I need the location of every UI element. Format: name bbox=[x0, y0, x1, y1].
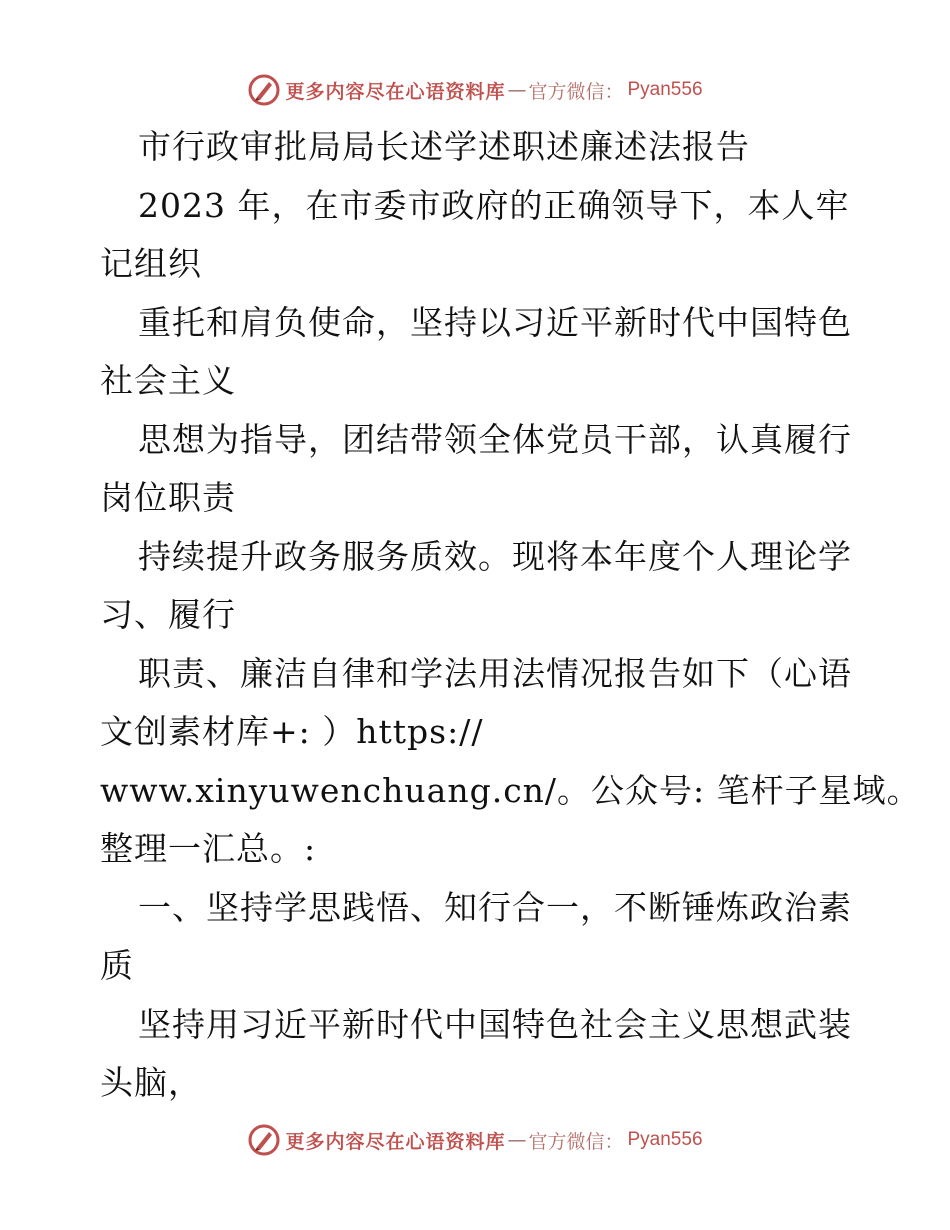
banner-contact-label: 官方微信： bbox=[528, 80, 624, 103]
text-line: 重托和肩负使命，坚持以习近平新时代中国特色 bbox=[138, 302, 852, 342]
banner-wechat-id: Pyan556 bbox=[627, 1129, 703, 1150]
header-watermark-banner bbox=[0, 70, 950, 110]
text-line: 整理一汇总。: bbox=[100, 829, 317, 868]
text-line: www.xinyuwenchuang.cn/。公众号: 笔杆子星域。 bbox=[100, 770, 921, 810]
banner-contact-label: 官方微信： bbox=[528, 1130, 624, 1153]
banner-wechat-id: Pyan556 bbox=[627, 79, 703, 100]
banner-separator: — bbox=[507, 1129, 527, 1151]
text-line: 一、坚持学思践悟、知行合一，不断锤炼政治素 bbox=[138, 887, 852, 927]
pen-logo-icon bbox=[247, 1123, 281, 1157]
document-title: 市行政审批局局长述学述职述廉述法报告 bbox=[138, 127, 750, 166]
footer-watermark-banner bbox=[0, 1120, 950, 1160]
text-line: 头脑， bbox=[100, 1063, 202, 1102]
text-line: 持续提升政务服务质效。现将本年度个人理论学 bbox=[138, 536, 852, 576]
text-line: 思想为指导，团结带领全体党员干部，认真履行 bbox=[138, 419, 852, 459]
text-line: 记组织 bbox=[100, 244, 202, 283]
text-line: 岗位职责 bbox=[100, 478, 236, 517]
text-line: 习、履行 bbox=[100, 595, 236, 634]
text-line: 2023 年，在市委市政府的正确领导下，本人牢 bbox=[138, 185, 850, 225]
text-line: 社会主义 bbox=[100, 361, 236, 400]
pen-logo-icon bbox=[247, 73, 281, 107]
text-line: 质 bbox=[100, 946, 134, 985]
text-line: 职责、廉洁自律和学法用法情况报告如下（心语 bbox=[138, 653, 852, 693]
text-line: 文创素材库+: ）https:// bbox=[100, 712, 484, 751]
text-line: 坚持用习近平新时代中国特色社会主义思想武装 bbox=[138, 1004, 852, 1044]
banner-text: 更多内容尽在心语资料库 bbox=[285, 80, 506, 103]
banner-separator: — bbox=[507, 79, 527, 101]
banner-text: 更多内容尽在心语资料库 bbox=[285, 1130, 506, 1153]
document-body bbox=[100, 118, 921, 1113]
